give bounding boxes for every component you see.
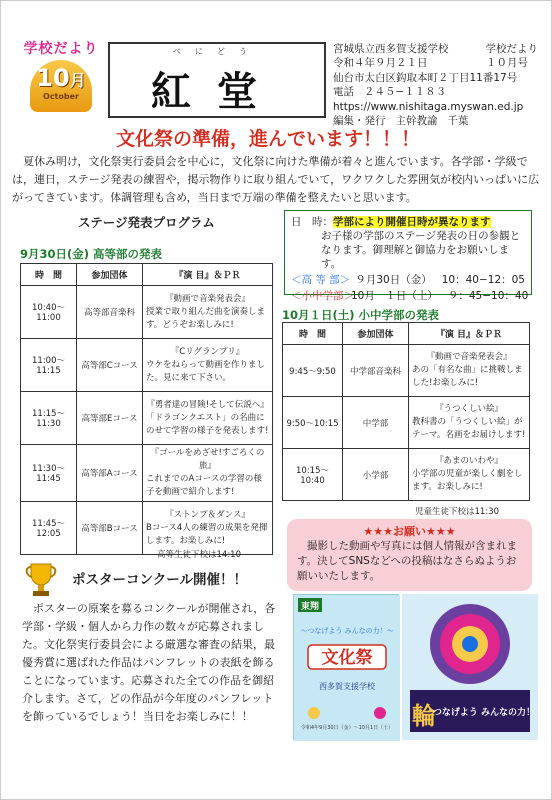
pr-title: 『Cリグランプリ』 [170,346,245,357]
schedule-notice [284,210,532,302]
poster1-top: 東翔 [300,602,320,612]
row-group: 高等部音楽科 [77,286,143,339]
table-row [283,397,530,449]
pr-text: 「ドラゴンクエスト」の名曲にのせて学習の様子を発表します! [146,412,269,436]
row-pr [409,345,530,397]
trophy-icon [22,560,60,600]
pr-text: 授業で取り組んだ曲を演奏します。どうぞお楽しみに! [146,306,266,330]
row-pr [409,449,530,501]
notice-date: ９月30日（金） [355,274,432,286]
poster1-school: 西多賀支援学校 [319,682,375,691]
table-row [283,449,530,501]
poster1-main: 文化祭 [321,648,373,668]
row-pr [143,445,273,502]
request-body: 撮影した動画や写真には個人情報が含まれます。決してSNSなどへの投稿はなさらぬようお願いいたします。 [297,540,517,582]
table-row [283,345,530,397]
pr-title: 『動画で音楽発表会』 [164,293,250,304]
table-row [21,286,273,339]
row-pr [143,286,273,339]
high-school-heading: 9月30日(金) 高等部の発表 [20,246,260,264]
row-group: 中学部音楽科 [343,345,409,397]
editor-name: 千葉 [447,115,469,128]
notice-highlight: 学部により開催日時が異なります [333,216,491,228]
notice-time: ９：45−10：40 [447,290,529,302]
notice-tag: ＜高 等 部＞ [291,274,351,286]
row-group: 小学部 [343,449,409,501]
row-pr [143,392,273,445]
pr-title: 『ゴールをめざせ!すごろくの旅』 [150,448,265,471]
editor-label: 編集・発行 [333,115,386,128]
pr-title: 『勇者達の冒険!そして伝説へ』 [146,399,269,410]
issue-month-number: 10月 [36,64,86,92]
table-row [21,339,273,392]
poster2-char: 輪 [412,702,436,730]
editor-role: 主幹教諭 [395,115,438,128]
pr-text: あの「有名な曲」に挑戦しました!お楽しみに! [412,365,523,388]
phone-label: 電話 [333,86,354,99]
row-pr [409,397,530,449]
pr-title: 『うつくしい絵』 [434,404,503,414]
middle-school-heading: 10月１日(土) 小中学部の発表 [282,307,530,325]
school-name: 宮城県立西多賀支援学校 [333,43,449,55]
intro-paragraph: 夏休み明け，文化祭実行委員会を中心に，文化祭に向けた準備が着々と進んでいます。各学部・学級では，連日，ステージ発表の練習や，掲示物作りに取り組んでいて，ワクワクした雰囲気が校内いっぱいに広がってきています。体調管理も含め，当日まで万端の準備を整えたいと思います。 [12,155,540,204]
poster-image-1 [293,594,399,740]
row-time: 9:45〜9:50 [283,345,343,397]
notice-time: 10：40−12：05 [441,274,525,286]
poster2-slogan: つなげよう みんなの力！ [432,708,536,718]
poster-contest-title: ポスターコンクール開催！！ [72,572,247,588]
pr-text: これまでのAコースの学習の様子を動画で紹介します! [146,474,262,497]
row-pr [143,502,273,555]
column-time: 時 間 [21,264,77,286]
row-group: 高等部Aコース [77,445,143,502]
pr-text: ウケをねらって動画を作りました。見に来て下さい。 [146,359,266,383]
pr-title: 『動画で音楽発表会』 [426,352,512,362]
poster-contest-body: ポスターの原案を募るコンクールが開催され，各学部・学級・個人から力作の数々が応募されました。文化祭実行委員会による厳選な審査の結果，最優秀賞に選ばれた作品はパンフレットの表紙を飾ることになっています。応募された全ての作品を御紹介します。さて，どの作品が今年度のパンフレットを飾っているでしょう！当日をお楽しみに！！ [22,602,276,723]
issue-number: １０月号 [486,57,528,70]
school-address: 仙台市太白区鈎取本町２丁目11番17号 [333,71,518,84]
row-time: 10:40〜11:00 [21,286,77,339]
pr-title: 『あまのいわや』 [434,456,503,466]
table-row [21,445,273,502]
row-time: 10:15〜10:40 [283,449,343,501]
column-pr: 『演 目』＆ＰＲ [409,323,530,345]
column-time: 時 間 [283,323,343,345]
phone-number: ２４５−１１８３ [364,86,447,99]
row-time: 11:45〜12:05 [21,502,77,555]
poster1-slogan: 〜つなげよう みんなの力！〜 [300,627,394,635]
row-group: 高等部Cコース [77,339,143,392]
issue-date: 令和４年９月２１日 [333,57,428,70]
pr-title: 『ストンプ＆ダンス』 [165,509,250,520]
school-info [333,42,538,128]
row-group: 高等部Bコース [77,502,143,555]
row-time: 9:50〜10:15 [283,397,343,449]
row-time: 11:00〜11:15 [21,339,77,392]
column-group: 参加団体 [77,264,143,286]
program-title: ステージ発表プログラム [78,215,215,230]
notice-date: 10月 １日（土） [351,290,438,302]
column-group: 参加団体 [343,323,409,345]
publication-name: 学校だより [485,43,538,55]
table-row [21,392,273,445]
headline: 文化祭の準備，進んでいます！！！ [116,128,421,150]
high-school-table [20,263,273,555]
row-group: 中学部 [343,397,409,449]
row-pr [143,339,273,392]
newsletter-logo [20,38,102,118]
high-school-dismissal: 高等生徒下校は14:10 [157,550,241,560]
row-time: 11:30〜11:45 [21,445,77,502]
notice-tag: ＜小中学部＞ [291,290,354,302]
notice-label: 日 時： [291,216,333,228]
row-group: 高等部Eコース [77,392,143,445]
newsletter-label: 学校だより [23,41,99,57]
issue-month-en: October [43,92,79,101]
notice-schedule-row [291,289,529,303]
column-pr: 『演 目』＆ＰＲ [143,264,273,286]
request-title: ★★★お願い★★★ [363,525,456,538]
pr-text: 小学部の児童が楽しく劇をします。お楽しみに! [412,469,523,492]
school-url[interactable]: https://www.nishitaga.myswan.ed.jp [333,100,524,113]
masthead-ruby: べにどう [173,47,261,56]
row-time: 11:15〜11:30 [21,392,77,445]
privacy-request [287,519,532,591]
poster1-dates: 令和4年9月30日（金）〜10月1日（土） [300,725,394,731]
pr-text: 教科書の「うつくしい絵」がテーマ。名画をお届けします! [412,417,526,440]
poster-image-2 [402,594,538,740]
middle-school-dismissal: 児童生徒下校は11:30 [415,507,499,517]
notice-schedule-row [291,273,525,287]
middle-school-table [282,322,530,501]
masthead [108,42,326,118]
masthead-title: 紅堂 [151,68,283,115]
table-row [21,502,273,555]
notice-body: お子様の学部のステージ発表の日の参観となります。御理解と御協力をお願いします。 [321,230,521,270]
pr-text: Bコース4人の練習の成果を発揮します。お楽しみに! [146,522,268,546]
